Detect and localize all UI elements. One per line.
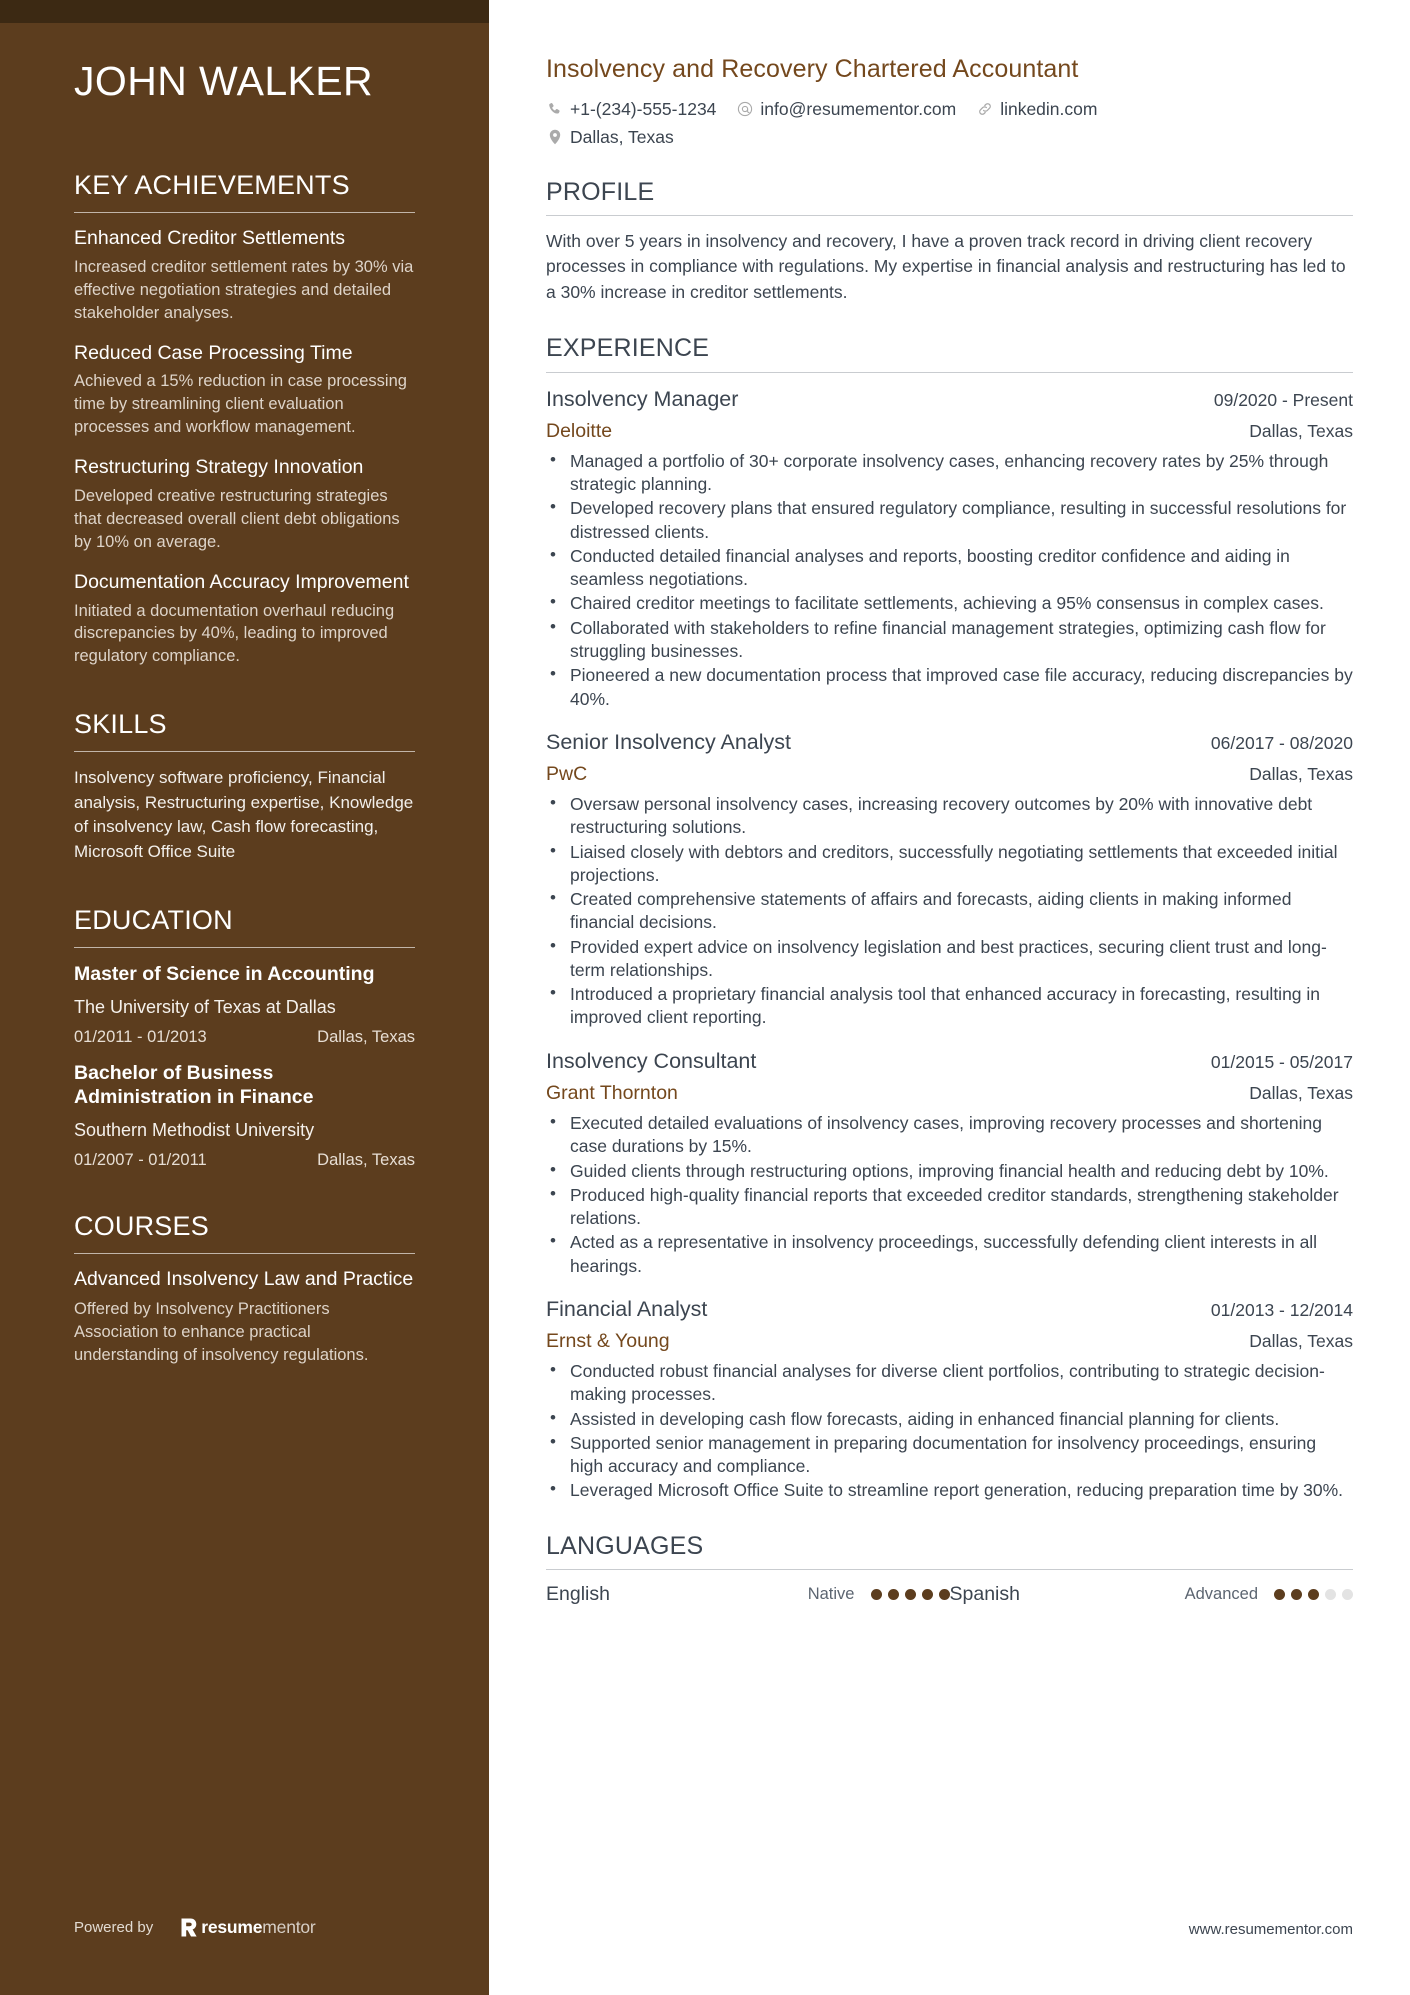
language-rating-dots (1274, 1589, 1353, 1600)
section-heading-education: EDUCATION (74, 905, 233, 936)
experience-location: Dallas, Texas (1249, 763, 1353, 784)
education-dates: 01/2007 - 01/2011 (74, 1151, 207, 1170)
course-item (74, 1268, 415, 1367)
phone-icon (546, 101, 563, 118)
rating-dot-filled (888, 1589, 899, 1600)
experience-bullet: • Executed detailed evaluations of insolvency cases, improving recovery processes and shortening case durations by 15%. (546, 1112, 1353, 1159)
experience-role: Insolvency Consultant (546, 1048, 757, 1073)
achievement-title: Documentation Accuracy Improvement (74, 570, 409, 593)
contact-phone[interactable] (546, 98, 716, 121)
experience-bullet: • Provided expert advice on insolvency legislation and best practices, securing client trust and long-term relationships. (546, 936, 1353, 983)
experience-bullet: • Conducted robust financial analyses for diverse client portfolios, contributing to strategic decision-making processes. (546, 1360, 1353, 1407)
experience-subheader-row (546, 1329, 1353, 1354)
rating-dot-filled (1291, 1589, 1302, 1600)
experience-location: Dallas, Texas (1249, 1330, 1353, 1351)
achievement-title: Reduced Case Processing Time (74, 341, 353, 364)
education-school: Southern Methodist University (74, 1119, 315, 1140)
experience-subheader-row (546, 419, 1353, 444)
experience-bullet: • Liaised closely with debtors and creditors, successfully negotiating settlements that exceeded initial projections. (546, 841, 1353, 888)
logo-text-resume: resume (201, 1917, 263, 1937)
experience-role: Senior Insolvency Analyst (546, 729, 791, 754)
experience-bullets (546, 450, 1353, 711)
education-location: Dallas, Texas (317, 1151, 415, 1170)
section-divider (74, 947, 415, 948)
experience-bullet: • Conducted detailed financial analyses and reports, boosting creditor confidence and aiding in seamless negotiations. (546, 545, 1353, 592)
experience-bullet: • Leveraged Microsoft Office Suite to streamline report generation, reducing preparation time by 30%. (546, 1479, 1353, 1502)
contact-link[interactable] (976, 98, 1097, 121)
sidebar-top-accent-bar (0, 0, 489, 23)
experience-bullet: • Introduced a proprietary financial analysis tool that enhanced accuracy in forecasting, resulting in improved client reporting. (546, 983, 1353, 1030)
section-key-achievements (74, 170, 415, 668)
link-icon (976, 101, 993, 118)
logo-text-mentor: mentor (262, 1917, 316, 1937)
achievement-description: Achieved a 15% reduction in case processing time by streamlining client evaluation processes and workflow management. (74, 372, 407, 437)
sidebar (0, 0, 489, 1995)
resumementor-wordmark (201, 1917, 315, 1938)
experience-header-row (546, 729, 1353, 757)
experience-item (546, 386, 1353, 711)
education-meta (74, 1028, 415, 1047)
at-sign-icon (736, 101, 753, 118)
language-rating-dots (871, 1589, 950, 1600)
experience-dates: 01/2015 - 05/2017 (1210, 1051, 1353, 1072)
language-item (950, 1583, 1354, 1606)
experience-bullet: • Assisted in developing cash flow forecasts, aiding in enhanced financial planning for clients. (546, 1408, 1353, 1431)
achievement-description: Developed creative restructuring strategies that decreased overall client debt obligations by 10% on average. (74, 487, 400, 551)
rating-dot-filled (871, 1589, 882, 1600)
experience-subheader-row (546, 762, 1353, 787)
education-dates: 01/2011 - 01/2013 (74, 1028, 207, 1047)
experience-item (546, 1296, 1353, 1503)
contact-location (546, 126, 674, 149)
experience-company: Ernst & Young (546, 1329, 670, 1352)
experience-company: PwC (546, 762, 588, 785)
rating-dot-empty (1325, 1589, 1336, 1600)
education-meta (74, 1151, 415, 1170)
language-name: Spanish (949, 1583, 1020, 1606)
rating-dot-empty (1342, 1589, 1353, 1600)
section-skills (74, 709, 415, 864)
experience-bullets (546, 1112, 1353, 1278)
powered-by-label: Powered by (74, 1919, 154, 1936)
achievement-item (74, 456, 415, 554)
experience-subheader-row (546, 1081, 1353, 1106)
resumementor-mark-icon (180, 1918, 197, 1937)
experience-role: Insolvency Manager (546, 386, 739, 411)
contact-email-text: info@resumementor.com (760, 99, 957, 119)
contact-line-primary (546, 98, 1353, 121)
contact-block (546, 98, 1353, 149)
rating-dot-filled (1274, 1589, 1285, 1600)
profile-text: With over 5 years in insolvency and recovery, I have a proven track record in driving client recovery processes in compliance with regulations. My expertise in financial analysis and restructuring has led to a 30% increase in creditor settlements. (546, 231, 1346, 302)
experience-header-row (546, 1296, 1353, 1324)
education-degree: Master of Science in Accounting (74, 963, 375, 986)
experience-dates: 06/2017 - 08/2020 (1210, 732, 1353, 753)
main-content (489, 0, 1410, 1995)
contact-phone-text: +1-(234)-555-1234 (570, 99, 717, 119)
map-pin-icon (546, 129, 563, 146)
section-heading-languages: LANGUAGES (546, 1531, 704, 1560)
experience-bullet: • Supported senior management in preparing documentation for insolvency proceedings, ensuring high accuracy and compliance. (546, 1432, 1353, 1479)
job-title: Insolvency and Recovery Chartered Accountant (546, 55, 1079, 83)
skills-list: Insolvency software proficiency, Financial analysis, Restructuring expertise, Knowledge of insolvency law, Cash flow forecasting, Microsoft Office Suite (74, 768, 414, 861)
experience-bullet: • Acted as a representative in insolvency proceedings, successfully defending client interests in all hearings. (546, 1231, 1353, 1278)
section-divider (74, 1253, 415, 1254)
education-item (74, 1061, 415, 1170)
section-heading-key-achievements: KEY ACHIEVEMENTS (74, 170, 350, 201)
section-divider (546, 1569, 1353, 1570)
contact-line-secondary (546, 126, 1353, 149)
experience-bullet: • Managed a portfolio of 30+ corporate insolvency cases, enhancing recovery rates by 25% through strategic planning. (546, 450, 1353, 497)
achievement-description: Initiated a documentation overhaul reducing discrepancies by 40%, leading to improved regulatory compliance. (74, 601, 395, 666)
experience-role: Financial Analyst (546, 1296, 708, 1321)
section-divider (546, 215, 1353, 216)
candidate-name: JOHN WALKER (74, 58, 374, 104)
experience-company: Deloitte (546, 419, 613, 442)
education-school: The University of Texas at Dallas (74, 996, 336, 1017)
achievement-description: Increased creditor settlement rates by 30% via effective negotiation strategies and detailed stakeholder analyses. (74, 257, 414, 322)
section-heading-courses: COURSES (74, 1211, 209, 1242)
rating-dot-filled (1308, 1589, 1319, 1600)
education-degree: Bachelor of Business Administration in Finance (74, 1062, 314, 1109)
section-heading-skills: SKILLS (74, 709, 167, 740)
course-description: Offered by Insolvency Practitioners Association to enhance practical understanding of insolvency regulations. (74, 1300, 369, 1364)
section-courses (74, 1211, 415, 1367)
achievement-title: Restructuring Strategy Innovation (74, 456, 364, 479)
section-heading-profile: PROFILE (546, 177, 655, 206)
contact-location-text: Dallas, Texas (570, 126, 674, 147)
experience-bullet: • Chaired creditor meetings to facilitate settlements, achieving a 95% consensus in complex cases. (546, 592, 1353, 615)
experience-bullet: • Developed recovery plans that ensured regulatory compliance, resulting in successful resolutions for distressed clients. (546, 497, 1353, 544)
experience-dates: 09/2020 - Present (1213, 389, 1353, 410)
experience-header-row (546, 1048, 1353, 1076)
resumementor-logo (180, 1917, 315, 1938)
contact-link-text: linkedin.com (1000, 99, 1098, 119)
achievement-title: Enhanced Creditor Settlements (74, 227, 345, 250)
experience-bullets (546, 1360, 1353, 1503)
language-level: Native (807, 1585, 855, 1604)
section-divider (74, 751, 415, 752)
experience-company: Grant Thornton (546, 1081, 678, 1104)
section-education (74, 905, 415, 1170)
experience-bullet: • Pioneered a new documentation process that improved case file accuracy, reducing discrepancies by 40%. (546, 664, 1353, 711)
experience-header-row (546, 386, 1353, 414)
sidebar-footer (74, 1917, 316, 1938)
experience-bullet: • Collaborated with stakeholders to refine financial management strategies, optimizing cash flow for struggling businesses. (546, 617, 1353, 664)
language-item (546, 1583, 950, 1606)
language-level: Advanced (1184, 1585, 1258, 1604)
language-name: English (546, 1583, 610, 1606)
experience-bullets (546, 793, 1353, 1030)
section-languages (546, 1532, 1353, 1607)
experience-item (546, 1048, 1353, 1278)
experience-item (546, 729, 1353, 1030)
rating-dot-filled (939, 1589, 950, 1600)
experience-bullet: • Guided clients through restructuring options, improving financial health and reducing debt by 10%. (546, 1160, 1353, 1183)
course-title: Advanced Insolvency Law and Practice (74, 1268, 414, 1291)
achievement-item (74, 342, 415, 440)
section-divider (74, 212, 415, 213)
section-experience (546, 334, 1353, 1503)
achievement-item (74, 571, 415, 669)
experience-dates: 01/2013 - 12/2014 (1210, 1299, 1353, 1320)
contact-email[interactable] (736, 98, 956, 121)
education-item (74, 962, 415, 1047)
experience-bullet: • Oversaw personal insolvency cases, increasing recovery outcomes by 20% with innovative debt restructuring solutions. (546, 793, 1353, 840)
languages-row (546, 1583, 1353, 1606)
experience-bullet: • Created comprehensive statements of affairs and forecasts, aiding clients in making informed financial decisions. (546, 888, 1353, 935)
rating-dot-filled (905, 1589, 916, 1600)
section-heading-experience: EXPERIENCE (546, 333, 710, 362)
experience-location: Dallas, Texas (1249, 1082, 1353, 1103)
achievement-item (74, 227, 415, 325)
rating-dot-filled (922, 1589, 933, 1600)
education-location: Dallas, Texas (317, 1028, 415, 1047)
section-profile (546, 178, 1353, 305)
footer-website-url: www.resumementor.com (1188, 1921, 1353, 1938)
section-divider (546, 372, 1353, 373)
experience-bullet: • Produced high-quality financial reports that exceeded creditor standards, strengthening stakeholder relations. (546, 1184, 1353, 1231)
experience-location: Dallas, Texas (1249, 420, 1353, 441)
